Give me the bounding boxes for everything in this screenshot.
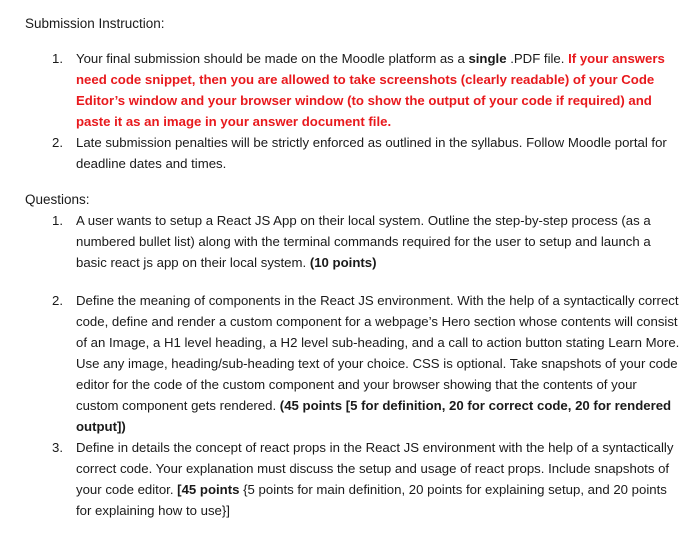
submission-item-text: Your final submission should be made on the Moodle platform as a (76, 51, 469, 66)
question-points: (45 points [5 for definition, 20 for correct code, 20 for rendered output]) (76, 398, 672, 434)
submission-item-2 (0, 132, 700, 174)
submission-heading: Submission Instruction: (25, 16, 165, 31)
question-item-1 (0, 210, 700, 273)
submission-item-text: Late submission penalties will be strictly enforced as outlined in the syllabus. Follow Moodle portal for deadline dates and times. (76, 135, 667, 171)
list-number: 2. (52, 293, 63, 308)
submission-item-1 (0, 48, 700, 132)
list-number: 2. (52, 135, 63, 150)
question-text: Define in details the concept of react props in the React JS environment with the help of a syntactically correct code. Your explanation must discuss the setup and usage of react props. Include snapshots of your code editor. (76, 440, 674, 497)
question-text: A user wants to setup a React JS App on their local system. Outline the step-by-step process (as a numbered bullet list) along with the terminal commands required for the user to setup and launch a basic react js app on their local system. (76, 213, 651, 270)
list-number: 3. (52, 440, 63, 455)
screenshot-instruction: If your answers need code snippet, then you are allowed to take screenshots (clearly readable) of your Code Editor’s window and your browser window (to show the output of your code if required) and paste it as an image in your answer document file. (76, 51, 665, 129)
question-points-detail: {5 points for main definition, 20 points for explaining setup, and 20 points for explaining how to use}] (76, 482, 667, 518)
submission-list (0, 48, 700, 174)
list-number: 1. (52, 51, 63, 66)
question-points: [45 points (177, 482, 240, 497)
questions-list-part2 (0, 290, 700, 521)
question-item-3 (0, 437, 700, 521)
submission-item-text-cont: .PDF file. (506, 51, 569, 66)
questions-heading: Questions: (25, 192, 90, 207)
question-item-2 (0, 290, 700, 437)
emphasis-single: single (468, 51, 507, 66)
question-points: (10 points) (309, 255, 377, 270)
list-number: 1. (52, 213, 63, 228)
questions-list-part1 (0, 210, 700, 273)
question-text: Define the meaning of components in the React JS environment. With the help of a syntactically correct code, define and render a custom component for a webpage’s Hero section whose contents will consist of an Image, a H1 level heading, a H2 level sub-heading, and a call to action button stating Learn More. Use any image, heading/sub-heading text of your choice. CSS is optional. Take snapshots of your code editor for the code of the custom component and your browser showing that the contents of your custom component gets rendered. (76, 293, 680, 413)
